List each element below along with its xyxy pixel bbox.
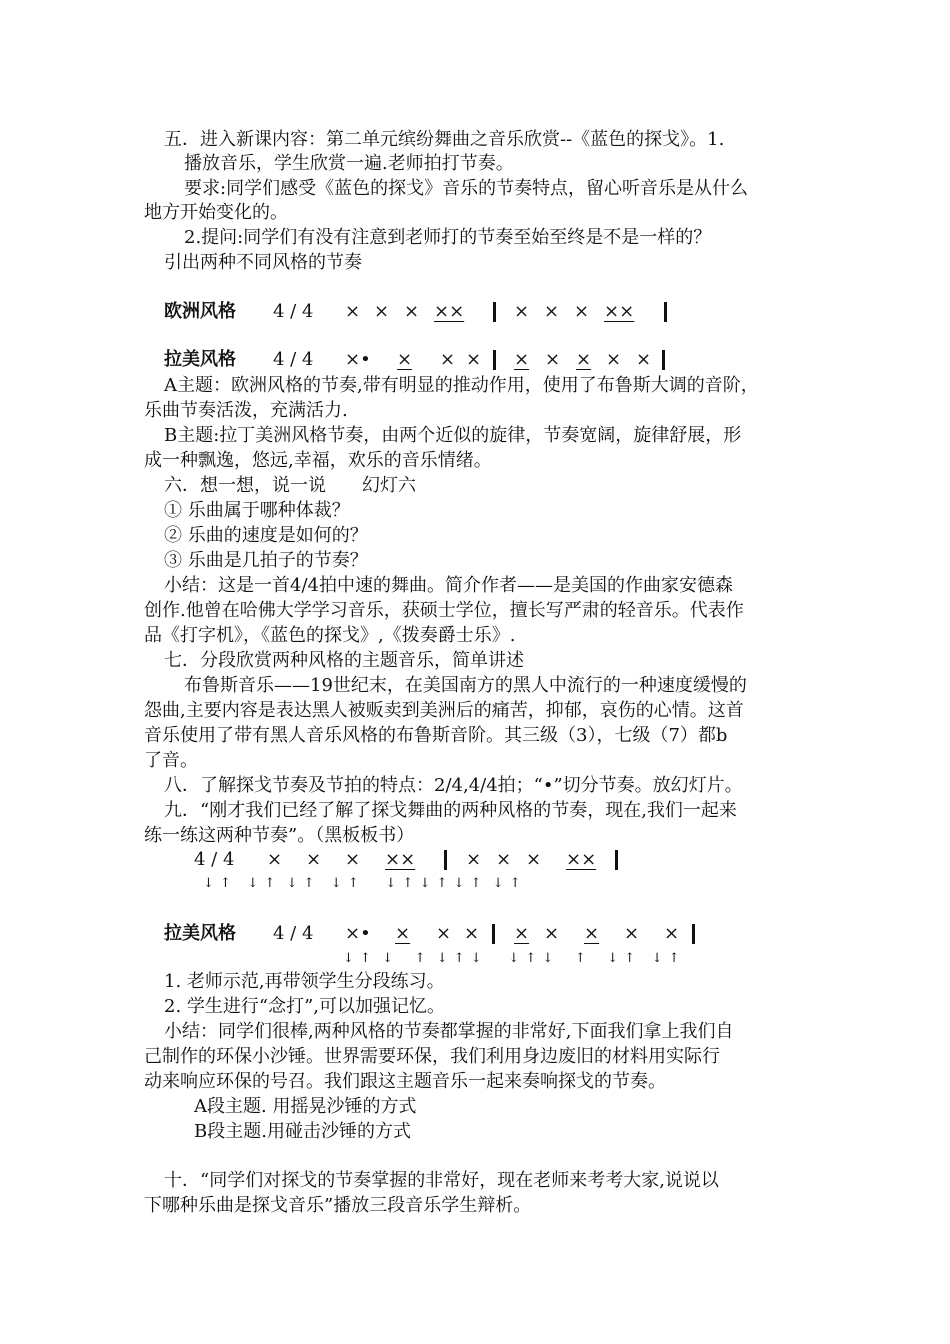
beat-x: × bbox=[404, 301, 420, 322]
section-8-line: 八．了解探戈节奏及节拍的特点：2/4,4/4拍；“•”切分节奏。放幻灯片。 bbox=[164, 775, 743, 796]
section-10-line-1: 十．“同学们对探戈的节奏掌握的非常好，现在老师来考考大家,说说以 bbox=[164, 1170, 719, 1191]
beat-x: × bbox=[544, 301, 560, 322]
beat-x: × bbox=[514, 923, 530, 944]
beat-x: × bbox=[345, 849, 361, 870]
summary2-line-3: 动来响应环保的号召。我们跟这主题音乐一起来奏响探戈的节奏。 bbox=[144, 1071, 666, 1092]
bar-line bbox=[493, 302, 496, 322]
section-b-method: B段主题.用碰击沙锤的方式 bbox=[194, 1121, 411, 1142]
beat-x: × bbox=[576, 349, 592, 370]
blues-line-2: 怨曲,主要内容是表达黑人被贩卖到美洲后的痛苦，抑郁，哀伤的心情。这首 bbox=[144, 700, 744, 721]
beat-x: × bbox=[664, 923, 680, 944]
section-5-line-1: 五．进入新课内容：第二单元缤纷舞曲之音乐欣赏--《蓝色的探戈》。1. bbox=[164, 129, 725, 150]
beat-xx: ×× bbox=[604, 301, 635, 322]
latin-style-label: 拉美风格 bbox=[164, 923, 236, 944]
beat-x: × bbox=[466, 849, 482, 870]
beat-x: × bbox=[545, 349, 561, 370]
question-line: 2.提问:同学们有没有注意到老师打的节奏至始至终是不是一样的？ bbox=[184, 227, 712, 248]
beat-x-dot: ×• bbox=[345, 349, 371, 370]
beat-xx: ×× bbox=[566, 849, 597, 870]
beat-xx: ×× bbox=[434, 301, 465, 322]
latin-style-label: 拉美风格 bbox=[164, 349, 236, 370]
strike-arrows-row-1: ↓ ↑ ↓ ↑ ↓ ↑ ↓ ↑ ↓ ↑ ↓ ↑ ↓ ↑ ↓ ↑ bbox=[203, 876, 522, 891]
practice-step-1: 1. 老师示范,再带领学生分段练习。 bbox=[164, 971, 445, 992]
beat-x: × bbox=[544, 923, 560, 944]
beat-x: × bbox=[606, 349, 622, 370]
bar-line bbox=[493, 350, 496, 370]
section-5-line-2: 播放音乐，学生欣赏一遍.老师拍打节奏。 bbox=[184, 153, 514, 174]
question-2: ② 乐曲的速度是如何的？ bbox=[164, 525, 368, 546]
section-6-heading: 六．想一想，说一说 幻灯六 bbox=[164, 475, 416, 496]
beat-xx: ×× bbox=[385, 849, 416, 870]
europe-style-label: 欧洲风格 bbox=[164, 301, 236, 322]
practice-step-2: 2. 学生进行“念打”,可以加强记忆。 bbox=[164, 996, 446, 1017]
beat-x: × bbox=[395, 923, 411, 944]
theme-b-line-1: B主题:拉丁美洲风格节奏，由两个近似的旋律，节奏宽阔，旋律舒展，形 bbox=[164, 425, 742, 446]
meter-label: 4 / 4 bbox=[273, 301, 314, 322]
summary-line-3: 品《打字机》，《蓝色的探戈》,《拨奏爵士乐》. bbox=[144, 625, 516, 646]
theme-a-line-1: A主题：欧洲风格的节奏,带有明显的推动作用，使用了布鲁斯大调的音阶， bbox=[164, 375, 759, 396]
beat-x: × bbox=[526, 849, 542, 870]
section-9-line-2: 练一练这两种节奏”。（黑板板书） bbox=[144, 825, 415, 846]
meter-label: 4 / 4 bbox=[273, 923, 314, 944]
summary-line-2: 创作.他曾在哈佛大学学习音乐，获硕士学位，擅长写严肃的轻音乐。代表作 bbox=[144, 600, 744, 621]
beat-x: × bbox=[267, 849, 283, 870]
bar-line bbox=[664, 302, 667, 322]
beat-x: × bbox=[466, 349, 482, 370]
beat-x: × bbox=[436, 923, 452, 944]
beat-x: × bbox=[584, 923, 600, 944]
beat-x-dot: ×• bbox=[345, 923, 371, 944]
strike-arrows-row-2: ↓ ↑ ↓ ↑ ↓ ↑ ↓ ↓ ↑ ↓ ↑ ↓ ↑ ↓ ↑ bbox=[343, 951, 681, 966]
bar-line bbox=[615, 850, 618, 870]
question-3: ③ 乐曲是几拍子的节奏？ bbox=[164, 550, 368, 571]
meter-label: 4 / 4 bbox=[273, 349, 314, 370]
beat-x: × bbox=[514, 301, 530, 322]
beat-x: × bbox=[496, 849, 512, 870]
beat-x: × bbox=[636, 349, 652, 370]
beat-x: × bbox=[624, 923, 640, 944]
section-a-method: A段主题. 用摇晃沙锤的方式 bbox=[194, 1096, 417, 1117]
summary-line-1: 小结：这是一首4/4拍中速的舞曲。简介作者——是美国的作曲家安德森 bbox=[164, 575, 733, 596]
beat-x: × bbox=[464, 923, 480, 944]
section-9-line-1: 九．“刚才我们已经了解了探戈舞曲的两种风格的节奏，现在,我们一起来 bbox=[164, 800, 737, 821]
question-1: ① 乐曲属于哪种体裁？ bbox=[164, 500, 350, 521]
beat-x: × bbox=[306, 849, 322, 870]
summary2-line-1: 小结：同学们很棒,两种风格的节奏都掌握的非常好,下面我们拿上我们自 bbox=[164, 1021, 734, 1042]
theme-a-line-2: 乐曲节奏活泼，充满活力. bbox=[144, 400, 348, 421]
blues-line-3: 音乐使用了带有黑人音乐风格的布鲁斯音阶。其三级（3），七级（7）都b bbox=[144, 725, 728, 746]
theme-b-line-2: 成一种飘逸，悠远,幸福，欢乐的音乐情绪。 bbox=[144, 450, 492, 471]
section-7-heading: 七．分段欣赏两种风格的主题音乐，简单讲述 bbox=[164, 650, 524, 671]
beat-x: × bbox=[574, 301, 590, 322]
intro-line: 引出两种不同风格的节奏 bbox=[164, 252, 362, 273]
blues-line-4: 了音。 bbox=[144, 750, 198, 771]
beat-x: × bbox=[345, 301, 361, 322]
bar-line bbox=[492, 924, 495, 944]
section-10-line-2: 下哪种乐曲是探戈音乐”播放三段音乐学生辩析。 bbox=[144, 1195, 532, 1216]
beat-x: × bbox=[514, 349, 530, 370]
beat-x: × bbox=[397, 349, 413, 370]
requirement-line-2: 地方开始变化的。 bbox=[144, 202, 288, 223]
bar-line bbox=[662, 350, 665, 370]
blues-line-1: 布鲁斯音乐——19世纪末，在美国南方的黑人中流行的一种速度缓慢的 bbox=[184, 675, 747, 696]
beat-x: × bbox=[440, 349, 456, 370]
bar-line bbox=[692, 924, 695, 944]
summary2-line-2: 己制作的环保小沙锤。世界需要环保，我们利用身边废旧的材料用实际行 bbox=[144, 1046, 720, 1067]
bar-line bbox=[444, 850, 447, 870]
requirement-line-1: 要求:同学们感受《蓝色的探戈》音乐的节奏特点，留心听音乐是从什么 bbox=[184, 178, 749, 199]
beat-x: × bbox=[374, 301, 390, 322]
meter-label: 4 / 4 bbox=[194, 849, 235, 870]
